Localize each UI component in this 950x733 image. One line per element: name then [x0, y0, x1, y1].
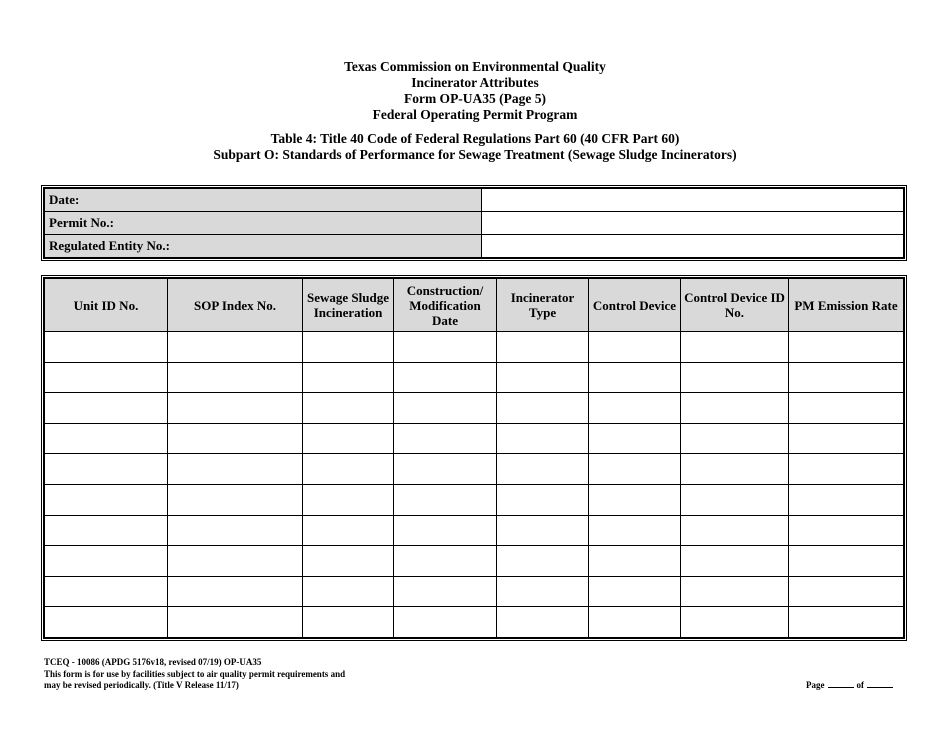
- table-cell[interactable]: [589, 484, 681, 515]
- table-cell[interactable]: [589, 423, 681, 454]
- table-cell[interactable]: [303, 576, 394, 607]
- table-cell[interactable]: [497, 332, 589, 363]
- table-cell[interactable]: [394, 393, 497, 424]
- table-cell[interactable]: [303, 607, 394, 638]
- table-row: [45, 515, 904, 546]
- incinerator-table: [41, 275, 907, 641]
- subpart-title: Subpart O: Standards of Performance for Sewage Treatment (Sewage Sludge Incinerators): [213, 147, 737, 162]
- table-row: [45, 393, 904, 424]
- table-cell[interactable]: [589, 454, 681, 485]
- table-cell[interactable]: [681, 362, 789, 393]
- col-sop-index: SOP Index No.: [168, 279, 303, 332]
- table-cell[interactable]: [789, 607, 904, 638]
- table-row: [45, 423, 904, 454]
- table-row: [45, 484, 904, 515]
- table-cell[interactable]: [589, 576, 681, 607]
- table-cell[interactable]: [497, 393, 589, 424]
- page-number: [806, 679, 896, 690]
- table-cell[interactable]: [394, 546, 497, 577]
- table-cell[interactable]: [168, 332, 303, 363]
- table-cell[interactable]: [394, 362, 497, 393]
- table-cell[interactable]: [303, 515, 394, 546]
- table-cell[interactable]: [303, 423, 394, 454]
- table-row: [45, 607, 904, 638]
- table-cell[interactable]: [589, 515, 681, 546]
- table-cell[interactable]: [789, 332, 904, 363]
- table-cell[interactable]: [497, 484, 589, 515]
- table-cell[interactable]: [681, 607, 789, 638]
- table-cell[interactable]: [45, 423, 168, 454]
- table-cell[interactable]: [303, 362, 394, 393]
- table-cell[interactable]: [681, 546, 789, 577]
- date-field[interactable]: [482, 189, 904, 212]
- table-cell[interactable]: [681, 332, 789, 363]
- table-cell[interactable]: [497, 454, 589, 485]
- table-cell[interactable]: [789, 546, 904, 577]
- col-control-device: Control Device: [589, 279, 681, 332]
- table-row: [45, 332, 904, 363]
- table-cell[interactable]: [45, 515, 168, 546]
- page-total-field[interactable]: [867, 679, 893, 688]
- table-cell[interactable]: [168, 484, 303, 515]
- table-cell[interactable]: [497, 576, 589, 607]
- table-cell[interactable]: [681, 423, 789, 454]
- table-cell[interactable]: [681, 515, 789, 546]
- table-cell[interactable]: [681, 576, 789, 607]
- form-header: [0, 59, 950, 163]
- table-cell[interactable]: [589, 393, 681, 424]
- table-cell[interactable]: [168, 423, 303, 454]
- col-incinerator-type: Incinerator Type: [497, 279, 589, 332]
- table-row: [45, 362, 904, 393]
- table-cell[interactable]: [789, 454, 904, 485]
- table-title: Table 4: Title 40 Code of Federal Regulations Part 60 (40 CFR Part 60): [270, 131, 680, 146]
- table-cell[interactable]: [789, 393, 904, 424]
- table-cell[interactable]: [789, 423, 904, 454]
- table-cell[interactable]: [589, 607, 681, 638]
- date-label: Date:: [45, 189, 482, 212]
- table-cell[interactable]: [497, 607, 589, 638]
- permit-info-box: [41, 185, 907, 261]
- table-cell[interactable]: [394, 484, 497, 515]
- table-cell[interactable]: [681, 393, 789, 424]
- permit-number-label: Permit No.:: [45, 212, 482, 235]
- regulated-entity-field[interactable]: [482, 235, 904, 258]
- table-cell[interactable]: [394, 607, 497, 638]
- form-notice-2: may be revised periodically. (Title V Release 11/17): [44, 680, 239, 690]
- table-cell[interactable]: [303, 484, 394, 515]
- page-number-field[interactable]: [828, 679, 854, 688]
- table-cell[interactable]: [394, 515, 497, 546]
- table-cell[interactable]: [45, 362, 168, 393]
- table-cell[interactable]: [168, 393, 303, 424]
- table-cell[interactable]: [45, 546, 168, 577]
- form-notice-1: This form is for use by facilities subject to air quality permit requirements and: [44, 668, 346, 679]
- col-construction-date: Construction/ Modification Date: [394, 279, 497, 332]
- agency-name: Texas Commission on Environmental Quality: [344, 59, 606, 74]
- form-footer: [44, 657, 464, 692]
- table-cell[interactable]: [497, 423, 589, 454]
- table-cell[interactable]: [303, 332, 394, 363]
- table-cell[interactable]: [497, 546, 589, 577]
- table-cell[interactable]: [497, 515, 589, 546]
- table-cell[interactable]: [681, 454, 789, 485]
- col-pm-emission-rate: PM Emission Rate: [789, 279, 904, 332]
- table-cell[interactable]: [168, 515, 303, 546]
- table-header-row: [45, 279, 904, 332]
- table-cell[interactable]: [789, 362, 904, 393]
- table-cell[interactable]: [45, 484, 168, 515]
- table-cell[interactable]: [394, 454, 497, 485]
- table-cell[interactable]: [168, 546, 303, 577]
- table-cell[interactable]: [394, 423, 497, 454]
- table-cell[interactable]: [303, 546, 394, 577]
- table-cell[interactable]: [789, 484, 904, 515]
- regulated-entity-label: Regulated Entity No.:: [45, 235, 482, 258]
- table-cell[interactable]: [45, 454, 168, 485]
- form-revision: TCEQ - 10086 (APDG 5176v18, revised 07/19) OP-UA35: [44, 657, 262, 667]
- table-row: [45, 454, 904, 485]
- table-cell[interactable]: [394, 332, 497, 363]
- table-cell[interactable]: [394, 576, 497, 607]
- table-row: [45, 576, 904, 607]
- table-cell[interactable]: [589, 332, 681, 363]
- permit-number-field[interactable]: [482, 212, 904, 235]
- table-cell[interactable]: [45, 576, 168, 607]
- table-cell[interactable]: [681, 484, 789, 515]
- form-number: Form OP-UA35 (Page 5): [403, 91, 547, 106]
- col-sewage-sludge-incineration: Sewage Sludge Incineration: [303, 279, 394, 332]
- table-cell[interactable]: [789, 515, 904, 546]
- col-control-device-id: Control Device ID No.: [681, 279, 789, 332]
- table-cell[interactable]: [168, 362, 303, 393]
- table-cell[interactable]: [168, 607, 303, 638]
- table-cell[interactable]: [303, 393, 394, 424]
- form-subject: Incinerator Attributes: [411, 75, 539, 90]
- table-row: [45, 546, 904, 577]
- table-cell[interactable]: [303, 454, 394, 485]
- table-cell[interactable]: [789, 576, 904, 607]
- program-name: Federal Operating Permit Program: [372, 107, 578, 122]
- page-label: Page: [806, 680, 825, 690]
- table-cell[interactable]: [168, 576, 303, 607]
- table-cell[interactable]: [45, 393, 168, 424]
- table-cell[interactable]: [589, 546, 681, 577]
- table-cell[interactable]: [589, 362, 681, 393]
- table-cell[interactable]: [45, 332, 168, 363]
- table-cell[interactable]: [45, 607, 168, 638]
- of-label: of: [856, 680, 864, 690]
- table-cell[interactable]: [497, 362, 589, 393]
- table-cell[interactable]: [168, 454, 303, 485]
- col-unit-id: Unit ID No.: [45, 279, 168, 332]
